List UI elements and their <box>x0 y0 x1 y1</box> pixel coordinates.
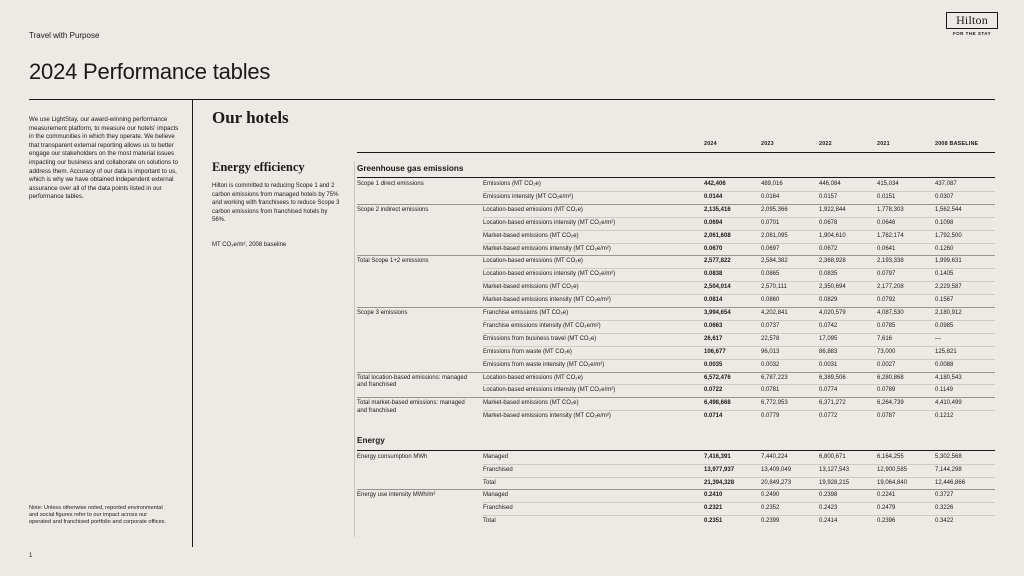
logo-wordmark: Hilton <box>946 12 998 29</box>
table-row <box>357 204 995 217</box>
cell-value: 6,498,668 <box>704 400 731 407</box>
row-metric: Emissions from business travel (MT CO₂e) <box>483 335 597 342</box>
subsection-unit: MT CO₂e/m², 2008 baseline <box>212 242 287 248</box>
table-row <box>357 346 995 359</box>
cell-value: 12,900,585 <box>877 466 908 473</box>
row-rule <box>483 217 995 218</box>
cell-value: 0.2410 <box>704 492 723 499</box>
cell-value: 0.0714 <box>704 413 723 420</box>
cell-value: 6,772,953 <box>761 400 788 407</box>
cell-value: 17,095 <box>819 335 838 342</box>
cell-value: 446,084 <box>819 181 841 187</box>
cell-value: 0.0737 <box>761 322 780 329</box>
row-metric: Market-based emissions intensity (MT CO₂e/m²) <box>483 413 611 420</box>
cell-value: 0.2352 <box>761 505 780 512</box>
cell-value: 0.1149 <box>935 387 953 394</box>
row-metric: Emissions from waste (MT CO₂e) <box>483 348 572 355</box>
table-row <box>357 451 995 464</box>
column-header: 2021 <box>877 141 890 147</box>
column-header: 2024 <box>704 141 717 147</box>
cell-value: 0.0035 <box>704 361 723 368</box>
row-rule <box>483 515 995 516</box>
row-rule <box>483 320 995 321</box>
row-metric: Total <box>483 479 496 486</box>
row-metric: Location-based emissions intensity (MT CO₂e/m²) <box>483 271 616 278</box>
row-category: Scope 1 direct emissions <box>357 181 424 187</box>
cell-value: 0.1567 <box>935 297 954 304</box>
cell-value: 0.0829 <box>819 297 838 304</box>
cell-value: 0.2396 <box>877 518 896 524</box>
cell-value: 0.2479 <box>877 505 896 512</box>
column-header: 2008 BASELINE <box>935 141 979 147</box>
cell-value: 125,821 <box>935 348 957 355</box>
cell-value: 0.0742 <box>819 322 838 329</box>
cell-value: — <box>935 335 941 342</box>
cell-value: 0.2414 <box>819 518 838 524</box>
row-metric: Market-based emissions (MT CO₂e) <box>483 284 579 291</box>
cell-value: 7,440,224 <box>761 454 788 460</box>
cell-value: 3,994,654 <box>704 310 731 316</box>
cell-value: 0.0027 <box>877 361 896 368</box>
cell-value: 0.0838 <box>704 271 723 278</box>
row-rule <box>483 464 995 465</box>
cell-value: 2,095,366 <box>761 206 788 213</box>
cell-value: 13,977,937 <box>704 466 735 473</box>
cell-value: 2,061,608 <box>704 232 731 239</box>
cell-value: 0.1212 <box>935 413 954 420</box>
intro-paragraph: We use LightStay, our award-winning performance measurement platform, to measure our hotels' impacts in the communities in which they operate. We believe that transparent external reporting allows us to better engage our stakeholders on the most material issues impacting our business and collaborate on solutions to address them. Accuracy of our data is important to us, which is why we have obtained independent external assurance over all of the data points listed in our performance tables. <box>29 116 179 201</box>
cell-value: 0.2423 <box>819 505 838 512</box>
table-row <box>357 320 995 333</box>
cell-value: 2,368,928 <box>819 258 846 265</box>
cell-value: 2,577,822 <box>704 258 731 265</box>
row-rule <box>357 397 995 398</box>
row-metric: Market-based emissions (MT CO₂e) <box>483 232 579 239</box>
cell-value: 0.0694 <box>704 219 723 226</box>
cell-value: 0.0031 <box>819 361 838 368</box>
cell-value: 2,193,338 <box>877 258 904 265</box>
row-metric: Franchised <box>483 466 513 473</box>
row-rule <box>483 294 995 295</box>
cell-value: 4,180,543 <box>935 374 962 381</box>
table-row <box>357 307 995 320</box>
cell-value: 442,406 <box>704 181 726 187</box>
cell-value: 19,064,840 <box>877 479 908 486</box>
section-title: Our hotels <box>212 108 289 127</box>
cell-value: 489,016 <box>761 181 783 187</box>
cell-value: 0.2490 <box>761 492 780 499</box>
cell-value: 0.0088 <box>935 361 954 368</box>
sidebar-divider <box>192 100 193 547</box>
cell-value: 0.0814 <box>704 297 723 304</box>
subsection-title: Energy efficiency <box>212 160 305 174</box>
row-rule <box>483 410 995 411</box>
page-number: 1 <box>29 553 33 559</box>
cell-value: 0.0144 <box>704 193 723 200</box>
table-row <box>357 217 995 230</box>
cell-value: 0.0789 <box>877 387 896 394</box>
cell-value: 0.2399 <box>761 518 780 524</box>
cell-value: 7,144,298 <box>935 466 962 473</box>
cell-value: 6,389,506 <box>819 374 846 381</box>
row-rule <box>357 489 995 490</box>
table-row <box>357 410 995 423</box>
row-metric: Location-based emissions (MT CO₂e) <box>483 258 583 265</box>
cell-value: 0.2241 <box>877 492 896 499</box>
row-metric: Managed <box>483 492 509 499</box>
logo-tagline: FOR THE STAY <box>952 31 992 36</box>
row-metric: Managed <box>483 454 509 460</box>
row-metric: Franchised <box>483 505 513 512</box>
cell-value: 0.0860 <box>761 297 780 304</box>
cell-value: 7,416,391 <box>704 454 731 460</box>
cell-value: 1,762,174 <box>877 232 904 239</box>
cell-value: 86,883 <box>819 348 838 355</box>
row-category: Total location-based emissions: managed and franchised <box>357 374 468 389</box>
cell-value: 0.0835 <box>819 271 838 278</box>
cell-value: 5,302,568 <box>935 454 962 460</box>
cell-value: 21,394,328 <box>704 479 735 486</box>
cell-value: 0.0697 <box>761 245 780 252</box>
row-metric: Total <box>483 518 496 524</box>
cell-value: 0.0307 <box>935 193 954 200</box>
cell-value: 2,570,111 <box>761 284 787 291</box>
cell-value: 6,800,671 <box>819 454 846 460</box>
cell-value: 12,446,866 <box>935 479 966 486</box>
row-rule <box>357 372 995 373</box>
row-metric: Market-based emissions intensity (MT CO₂e/m²) <box>483 245 611 252</box>
cell-value: 415,034 <box>877 181 899 187</box>
row-rule <box>483 359 995 360</box>
column-header: 2022 <box>819 141 832 147</box>
cell-value: 0.0772 <box>819 413 838 420</box>
cell-value: 0.0672 <box>819 245 838 252</box>
row-metric: Location-based emissions (MT CO₂e) <box>483 374 583 381</box>
cell-value: 0.2398 <box>819 492 838 499</box>
cell-value: 0.0779 <box>761 413 780 420</box>
cell-value: 20,849,273 <box>761 479 792 486</box>
table-row <box>357 191 995 204</box>
cell-value: 0.0792 <box>877 297 896 304</box>
row-rule <box>483 346 995 347</box>
cell-value: 0.0641 <box>877 245 896 252</box>
row-metric: Location-based emissions intensity (MT CO₂e/m²) <box>483 387 616 394</box>
table-row <box>357 333 995 346</box>
cell-value: 0.0151 <box>877 193 896 200</box>
cell-value: 0.0701 <box>761 219 780 226</box>
row-rule <box>483 230 995 231</box>
cell-value: 1,562,544 <box>935 206 962 213</box>
group-title: Greenhouse gas emissions <box>357 164 464 173</box>
table-row <box>357 359 995 372</box>
group-title: Energy <box>357 436 385 445</box>
report-kicker: Travel with Purpose <box>29 31 100 40</box>
table-row <box>357 464 995 477</box>
cell-value: 437,087 <box>935 181 957 187</box>
cell-value: 1,922,844 <box>819 206 846 213</box>
cell-value: 4,020,579 <box>819 310 846 316</box>
cell-value: 0.1260 <box>935 245 954 252</box>
cell-value: 2,177,208 <box>877 284 904 291</box>
row-rule <box>357 204 995 205</box>
row-rule <box>483 333 995 334</box>
row-metric: Franchise emissions (MT CO₂e) <box>483 310 569 316</box>
table-row <box>357 502 995 515</box>
cell-value: 0.0785 <box>877 322 896 329</box>
table-row <box>357 384 995 397</box>
cell-value: 1,999,631 <box>935 258 962 265</box>
title-divider <box>29 99 995 100</box>
cell-value: 0.0032 <box>761 361 780 368</box>
row-metric: Franchise emissions intensity (MT CO₂e/m²) <box>483 322 601 329</box>
cell-value: 7,616 <box>877 335 893 342</box>
cell-value: 22,578 <box>761 335 780 342</box>
cell-value: 26,617 <box>704 335 723 342</box>
cell-value: 4,087,530 <box>877 310 904 316</box>
cell-value: 0.0678 <box>819 219 838 226</box>
row-rule <box>483 268 995 269</box>
cell-value: 0.0663 <box>704 322 723 329</box>
table-row <box>357 397 995 415</box>
row-metric: Emissions from waste intensity (MT CO₂e/m²) <box>483 361 605 368</box>
row-rule <box>483 502 995 503</box>
row-metric: Market-based emissions (MT CO₂e) <box>483 400 579 407</box>
cell-value: 13,127,543 <box>819 466 850 473</box>
cell-value: 1,792,500 <box>935 232 962 239</box>
cell-value: 0.3226 <box>935 505 954 512</box>
cell-value: 106,677 <box>704 348 726 355</box>
table-row <box>357 515 995 528</box>
row-category: Total Scope 1+2 emissions <box>357 258 429 265</box>
cell-value: 2,350,694 <box>819 284 846 291</box>
row-metric: Emissions intensity (MT CO₂e/m²) <box>483 193 574 200</box>
table-row <box>357 243 995 256</box>
cell-value: 2,504,014 <box>704 284 731 291</box>
row-rule <box>483 191 995 192</box>
cell-value: 6,371,272 <box>819 400 846 407</box>
cell-value: 96,013 <box>761 348 780 355</box>
footnote: Note: Unless otherwise noted, reported environmental and social figures refer to our impact across our operated and franchised portfolio and corporate offices. <box>29 505 167 526</box>
page-title: 2024 Performance tables <box>29 59 271 84</box>
cell-value: 6,164,255 <box>877 454 904 460</box>
row-rule <box>357 255 995 256</box>
row-category: Total market-based emissions: managed and franchised <box>357 400 465 415</box>
cell-value: 0.0646 <box>877 219 896 226</box>
cell-value: 0.0774 <box>819 387 838 394</box>
column-header: 2023 <box>761 141 774 147</box>
row-category: Energy consumption MWh <box>357 454 428 460</box>
table-row <box>357 489 995 502</box>
row-rule <box>483 281 995 282</box>
table-row <box>357 281 995 294</box>
row-rule <box>483 384 995 385</box>
cell-value: 0.2351 <box>704 518 723 524</box>
cell-value: 0.0670 <box>704 245 723 252</box>
cell-value: 6,280,868 <box>877 374 904 381</box>
row-category: Energy use intensity MWh/m² <box>357 492 436 499</box>
cell-value: 0.0164 <box>761 193 780 200</box>
cell-value: 2,135,416 <box>704 206 731 213</box>
table-row <box>357 294 995 307</box>
table-row <box>357 178 995 191</box>
cell-value: 2,081,095 <box>761 232 788 239</box>
row-metric: Location-based emissions intensity (MT CO₂e/m²) <box>483 219 616 226</box>
cell-value: 4,410,499 <box>935 400 962 407</box>
cell-value: 6,787,223 <box>761 374 788 381</box>
cell-value: 0.0157 <box>819 193 838 200</box>
cell-value: 6,572,476 <box>704 374 731 381</box>
cell-value: 0.0985 <box>935 322 954 329</box>
row-metric: Location-based emissions (MT CO₂e) <box>483 206 583 213</box>
cell-value: 0.0787 <box>877 413 896 420</box>
cell-value: 2,180,912 <box>935 310 962 316</box>
cell-value: 4,202,841 <box>761 310 788 316</box>
cell-value: 1,904,610 <box>819 232 846 239</box>
table-row <box>357 477 995 490</box>
section-divider <box>354 162 355 537</box>
table-row <box>357 268 995 281</box>
table-row <box>357 255 995 268</box>
row-category: Scope 3 emissions <box>357 310 408 316</box>
row-rule <box>357 307 995 308</box>
row-metric: Emissions (MT CO₂e) <box>483 181 541 187</box>
cell-value: 0.0781 <box>761 387 780 394</box>
row-metric: Market-based emissions intensity (MT CO₂e/m²) <box>483 297 611 304</box>
cell-value: 19,928,215 <box>819 479 850 486</box>
cell-value: 0.3422 <box>935 518 954 524</box>
hilton-logo <box>946 12 998 38</box>
table-row <box>357 372 995 389</box>
cell-value: 0.2321 <box>704 505 723 512</box>
cell-value: 73,000 <box>877 348 896 355</box>
cell-value: 0.1405 <box>935 271 954 278</box>
cell-value: 0.0865 <box>761 271 780 278</box>
cell-value: 2,229,587 <box>935 284 962 291</box>
cell-value: 0.3727 <box>935 492 954 499</box>
cell-value: 0.0722 <box>704 387 723 394</box>
row-category: Scope 2 indirect emissions <box>357 206 429 213</box>
header-rule <box>357 152 995 153</box>
cell-value: 13,409,049 <box>761 466 792 473</box>
cell-value: 6,264,739 <box>877 400 904 407</box>
cell-value: 0.1098 <box>935 219 954 226</box>
row-rule <box>483 243 995 244</box>
subsection-description: Hilton is committed to reducing Scope 1 and 2 carbon emissions from managed hotels by 75% and working with franchisees to reduce Scope 3 carbon emissions from franchised hotels by 56%. <box>212 183 340 224</box>
cell-value: 2,584,382 <box>761 258 788 265</box>
table-row <box>357 230 995 243</box>
cell-value: 1,778,303 <box>877 206 904 213</box>
cell-value: 0.0797 <box>877 271 896 278</box>
row-rule <box>483 477 995 478</box>
